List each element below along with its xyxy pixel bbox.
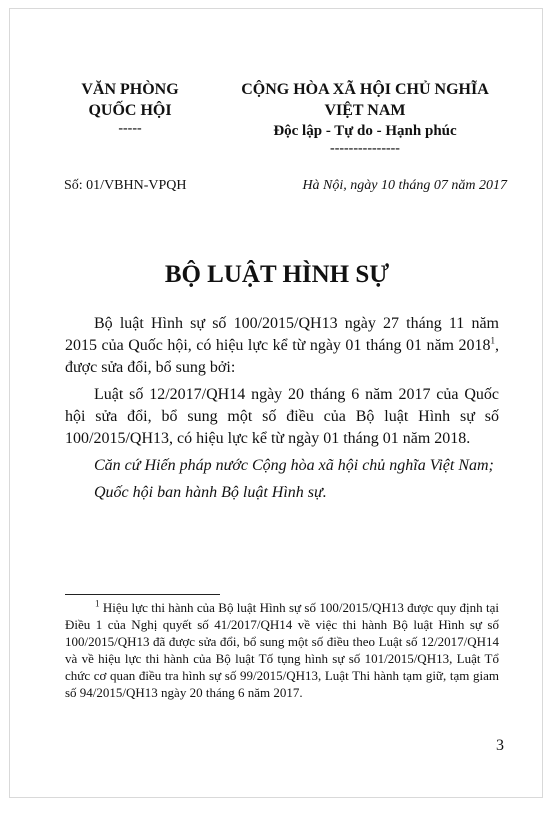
footnote [65, 599, 499, 701]
paragraph-3: Căn cứ Hiến pháp nước Cộng hòa xã hội chủ nghĩa Việt Nam; [94, 457, 494, 474]
national-motto: Độc lập - Tự do - Hạnh phúc [273, 123, 457, 139]
document-number: Số: 01/VBHN-VPQH [64, 178, 187, 193]
document-title: BỘ LUẬT HÌNH SỰ [164, 261, 390, 288]
document-body [65, 313, 499, 504]
page-number: 3 [496, 737, 504, 754]
agency-rule: ----- [118, 121, 142, 136]
footnote-text: Hiệu lực thi hành của Bộ luật Hình sự số 100/2015/QH13 được quy định tại Điều 1 của Nghị quyết số 41/2017/QH14 về việc thi hành Bộ luật Hình sự số 100/2015/QH13 đã được sửa đổi, bổ sung một số điều theo Luật số 12/2017/QH14 và về hiệu lực thi hành của Bộ luật Tố tụng hình sự số 101/2015/QH13, Luật Tổ chức cơ quan điều tra hình sự số 99/2015/QH13, Luật Thi hành tạm giữ, tạm giam số 94/2015/QH13 ngày 20 tháng 6 năm 2017. [65, 600, 499, 700]
paragraph-2: Luật số 12/2017/QH14 ngày 20 tháng 6 năm 2017 của Quốc hội sửa đổi, bổ sung một số điều của Bộ luật Hình sự số 100/2015/QH13, có hiệu lực kể từ ngày 01 tháng 01 năm 2018. [65, 386, 499, 447]
paragraph-4: Quốc hội ban hành Bộ luật Hình sự. [94, 484, 327, 501]
paragraph-1-tail: , được sửa đổi, bổ sung bởi: [65, 337, 499, 376]
footnote-marker: 1 [95, 598, 100, 609]
paragraph-1-text: Bộ luật Hình sự số 100/2015/QH13 ngày 27 tháng 11 năm 2015 của Quốc hội, có hiệu lực kể từ ngày 01 tháng 01 năm 2018 [65, 315, 499, 354]
footnote-ref[interactable]: 1 [490, 335, 495, 346]
nation-line-2: VIỆT NAM [324, 102, 406, 119]
place-and-date: Hà Nội, ngày 10 tháng 07 năm 2017 [302, 178, 507, 193]
motto-rule: --------------- [330, 141, 400, 156]
paragraph-1 [65, 313, 499, 379]
agency-line-1: VĂN PHÒNG [81, 81, 179, 98]
issuing-agency [65, 79, 195, 137]
document-page [9, 8, 543, 798]
footnote-separator [65, 594, 220, 595]
nation-line-1: CỘNG HÒA XÃ HỘI CHỦ NGHĨA [241, 81, 489, 98]
agency-line-2: QUỐC HỘI [88, 102, 172, 119]
national-title [220, 79, 510, 156]
